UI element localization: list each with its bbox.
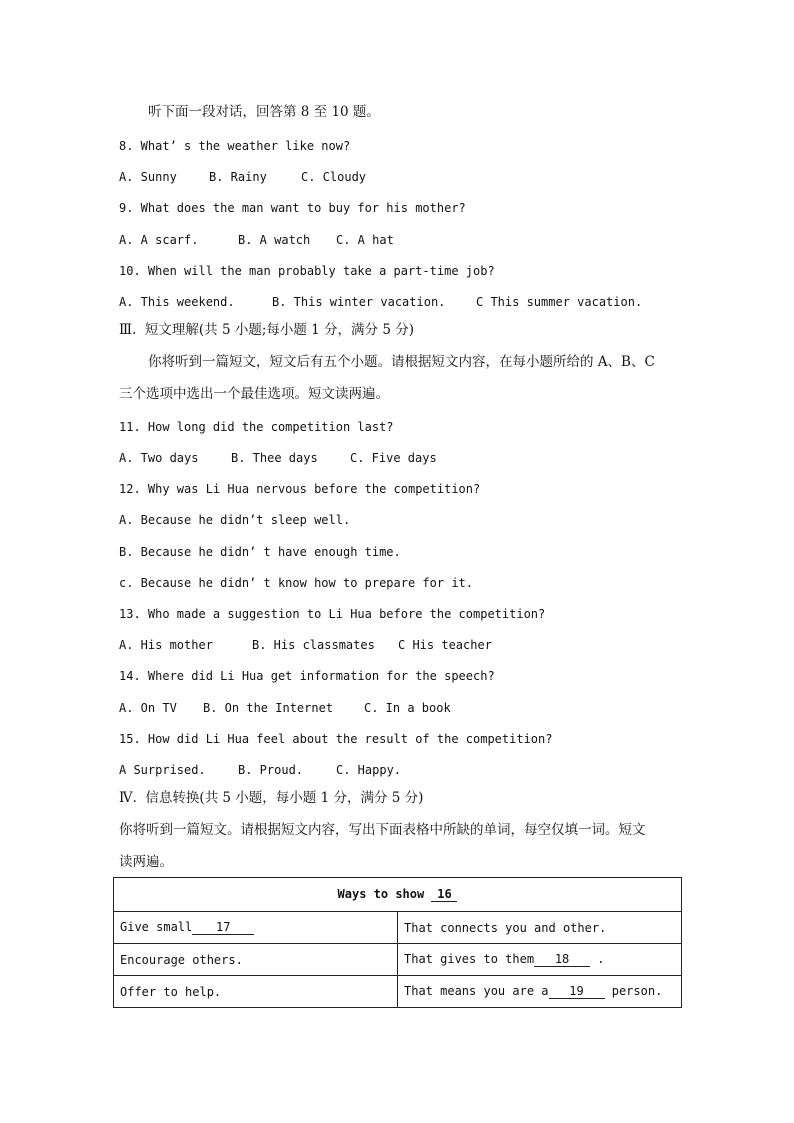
table-header-row bbox=[114, 878, 682, 912]
q11-option-a: A. Two days bbox=[119, 451, 199, 465]
question-11: 11. How long did the competition last? bbox=[119, 420, 394, 434]
q10-option-c: C This summer vacation. bbox=[476, 295, 643, 309]
section-4-instruction-line1: 你将听到一篇短文。请根据短文内容，写出下面表格中所缺的单词，每空仅填一词。短文 bbox=[119, 822, 646, 838]
table-cell-right bbox=[398, 944, 682, 976]
q9-option-a: A. A scarf. bbox=[119, 233, 199, 247]
table-row bbox=[114, 912, 682, 944]
q12-option-b: B. Because he didn’ t have enough time. bbox=[119, 545, 401, 559]
q8-option-b: B. Rainy bbox=[209, 170, 267, 184]
q12-option-a: A. Because he didn’t sleep well. bbox=[119, 513, 351, 527]
question-15-options bbox=[119, 762, 401, 778]
section-3-heading: Ⅲ. 短文理解(共 5 小题;每小题 1 分，满分 5 分) bbox=[119, 322, 414, 338]
q8-option-a: A. Sunny bbox=[119, 170, 177, 184]
section-4-instruction-line2: 读两遍。 bbox=[119, 854, 173, 870]
table-cell-left bbox=[114, 976, 398, 1008]
cell-text: That connects you and other. bbox=[404, 920, 607, 935]
cell-text-suffix: . bbox=[590, 952, 605, 966]
cell-text: That gives to them bbox=[404, 952, 535, 966]
q14-option-c: C. In a book bbox=[364, 701, 451, 715]
section-4-heading: Ⅳ. 信息转换(共 5 小题，每小题 1 分，满分 5 分) bbox=[119, 790, 424, 806]
table-row bbox=[114, 976, 682, 1008]
listening-instruction-dialog: 听下面一段对话，回答第 8 至 10 题。 bbox=[148, 104, 380, 120]
question-15: 15. How did Li Hua feel about the result of the competition? bbox=[119, 732, 553, 746]
q9-option-b: B. A watch bbox=[238, 233, 311, 247]
question-10-options bbox=[119, 294, 642, 310]
cell-text: Encourage others. bbox=[120, 952, 243, 967]
section-3-instruction-line2: 三个选项中选出一个最佳选项。短文读两遍。 bbox=[119, 386, 389, 402]
table-cell-right bbox=[398, 976, 682, 1008]
q11-option-c: C. Five days bbox=[350, 451, 437, 465]
q14-option-b: B. On the Internet bbox=[203, 701, 334, 715]
q13-option-b: B. His classmates bbox=[252, 638, 375, 652]
table-cell-left bbox=[114, 944, 398, 976]
question-11-options bbox=[119, 450, 437, 466]
table-title-text: Ways to show bbox=[337, 887, 425, 901]
blank-17: 17 bbox=[192, 921, 254, 935]
question-13-options bbox=[119, 637, 492, 653]
question-13: 13. Who made a suggestion to Li Hua before the competition? bbox=[119, 607, 546, 621]
section-3-instruction-line1: 你将听到一篇短文，短文后有五个小题。请根据短文内容，在每小题所给的 A、B、C bbox=[148, 354, 655, 370]
q12-option-c: c. Because he didn’ t know how to prepare for it. bbox=[119, 576, 474, 590]
question-12: 12. Why was Li Hua nervous before the competition? bbox=[119, 482, 481, 496]
q14-option-a: A. On TV bbox=[119, 701, 177, 715]
table-cell-right bbox=[398, 912, 682, 944]
question-9: 9. What does the man want to buy for his mother? bbox=[119, 201, 466, 215]
cell-text: That means you are a bbox=[404, 984, 549, 998]
q15-option-c: C. Happy. bbox=[336, 763, 402, 777]
question-9-options bbox=[119, 232, 394, 248]
blank-18: 18 bbox=[534, 953, 590, 967]
q11-option-b: B. Thee days bbox=[231, 451, 318, 465]
q10-option-a: A. This weekend. bbox=[119, 295, 235, 309]
q10-option-b: B. This winter vacation. bbox=[272, 295, 446, 309]
q8-option-c: C. Cloudy bbox=[301, 170, 367, 184]
q13-option-c: C His teacher bbox=[398, 638, 492, 652]
q15-option-b: B. Proud. bbox=[238, 763, 304, 777]
q15-option-a: A Surprised. bbox=[119, 763, 206, 777]
blank-19: 19 bbox=[549, 985, 605, 999]
cell-text-suffix: person. bbox=[604, 984, 663, 998]
question-14-options bbox=[119, 700, 451, 716]
blank-16: 16 bbox=[431, 888, 457, 902]
question-10: 10. When will the man probably take a part-time job? bbox=[119, 264, 495, 278]
table-cell-left bbox=[114, 912, 398, 944]
table-row bbox=[114, 944, 682, 976]
q9-option-c: C. A hat bbox=[336, 233, 394, 247]
question-8-options bbox=[119, 169, 366, 185]
information-table bbox=[113, 877, 682, 1008]
cell-text: Offer to help. bbox=[120, 984, 222, 999]
question-8: 8. What’ s the weather like now? bbox=[119, 139, 351, 153]
question-14: 14. Where did Li Hua get information for the speech? bbox=[119, 669, 495, 683]
table-title bbox=[114, 878, 682, 912]
q13-option-a: A. His mother bbox=[119, 638, 213, 652]
cell-text: Give small bbox=[120, 920, 193, 934]
